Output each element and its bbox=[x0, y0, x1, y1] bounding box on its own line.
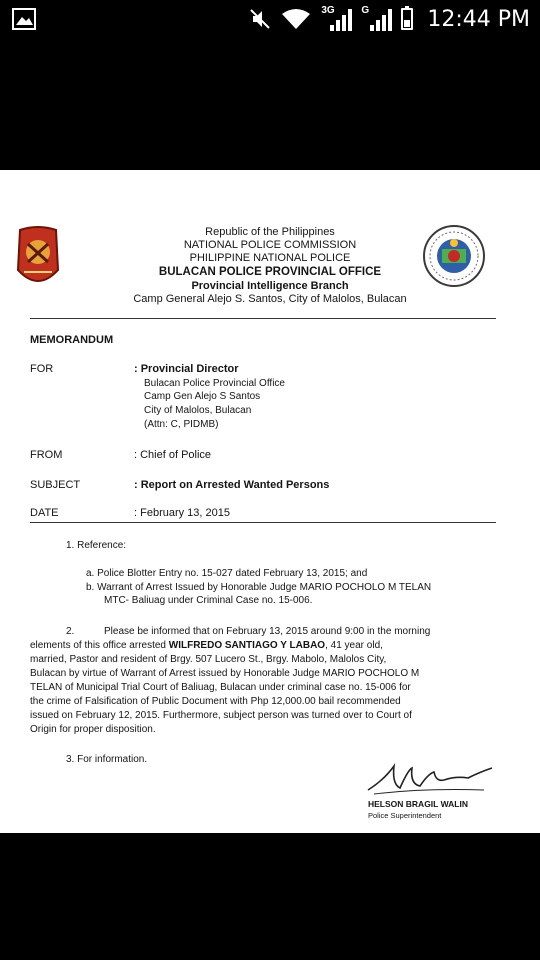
paragraph-2-line-8: Origin for proper disposition. bbox=[30, 724, 156, 735]
for-address-4: (Attn: C, PIDMB) bbox=[144, 419, 219, 430]
signal-icon-3g: 3G bbox=[321, 7, 351, 31]
status-bar bbox=[0, 0, 540, 38]
status-icons bbox=[249, 4, 530, 34]
header-line-2: NATIONAL POLICE COMMISSION bbox=[183, 239, 357, 251]
for-address-2: Camp Gen Alejo S Santos bbox=[144, 391, 261, 402]
mute-icon bbox=[249, 7, 271, 31]
battery-icon bbox=[401, 8, 413, 30]
paragraph-2-line-3: married, Pastor and resident of Brgy. 507 Lucero St., Brgy. Mabolo, Malolos City, bbox=[30, 654, 387, 665]
arrested-person-name: WILFREDO SANTIAGO Y LABAO bbox=[168, 640, 326, 651]
subject-label: SUBJECT bbox=[30, 479, 81, 491]
from-value: : Chief of Police bbox=[134, 449, 212, 461]
paragraph-2-line-7: issued on February 12, 2015. Furthermore, subject person was turned over to Court of bbox=[30, 710, 412, 721]
header-line-4: BULACAN POLICE PROVINCIAL OFFICE bbox=[158, 266, 382, 278]
date-divider bbox=[30, 522, 496, 523]
paragraph-2-number: 2. bbox=[66, 626, 75, 637]
signal-icon-g: G bbox=[361, 7, 391, 31]
paragraph-2-line-2: elements of this office arrested WILFREDO SANTIAGO Y LABAO, 41 year old, bbox=[30, 640, 383, 651]
paragraph-2-line-5: TELAN of Municipal Trial Court of Baliuag, Bulacan under criminal case no. 15-006 for bbox=[30, 682, 411, 693]
reference-b-line-1: b. Warrant of Arrest Issued by Honorable Judge MARIO POCHOLO M TELAN bbox=[86, 582, 432, 593]
for-address-3: City of Malolos, Bulacan bbox=[144, 405, 252, 416]
header-line-3: PHILIPPINE NATIONAL POLICE bbox=[189, 252, 351, 264]
clock: 12:44 PM bbox=[427, 6, 530, 32]
date-label: DATE bbox=[30, 507, 59, 519]
header-line-6: Camp General Alejo S. Santos, City of Malolos, Bulacan bbox=[133, 293, 407, 305]
reference-heading: 1. Reference: bbox=[66, 540, 127, 551]
signer-name: HELSON BRAGIL WALIN bbox=[368, 799, 468, 809]
header-line-1: Republic of the Philippines bbox=[205, 226, 335, 238]
reference-a: a. Police Blotter Entry no. 15-027 dated February 13, 2015; and bbox=[86, 568, 368, 579]
paragraph-2-line-4: Bulacan by virtue of Warrant of Arrest issued by Honorable Judge MARIO POCHOLO M bbox=[30, 668, 420, 679]
for-label: FOR bbox=[30, 363, 54, 375]
signer-title: Police Superintendent bbox=[368, 811, 442, 820]
signature-icon bbox=[364, 760, 496, 800]
from-label: FROM bbox=[30, 449, 63, 461]
paragraph-2-line-6: the crime of Falsification of Public Document with Php 12,000.00 bail recommended bbox=[30, 696, 401, 707]
for-address-1: Bulacan Police Provincial Office bbox=[144, 378, 285, 389]
gallery-icon bbox=[12, 8, 36, 30]
header-line-5: Provincial Intelligence Branch bbox=[191, 280, 349, 292]
reference-b-line-2: MTC- Baliuag under Criminal Case no. 15-006. bbox=[104, 595, 313, 606]
memo-title: MEMORANDUM bbox=[30, 334, 114, 346]
paragraph-3: 3. For information. bbox=[66, 754, 148, 765]
paragraph-2-line-1: Please be informed that on February 13, 2015 around 9:00 in the morning bbox=[104, 626, 431, 637]
for-name: : Provincial Director bbox=[134, 363, 239, 375]
pnp-seal-icon bbox=[14, 226, 62, 288]
subject-value: : Report on Arrested Wanted Persons bbox=[134, 479, 330, 491]
wifi-icon bbox=[281, 7, 311, 31]
date-value: : February 13, 2015 bbox=[134, 507, 231, 519]
header-divider bbox=[30, 318, 496, 319]
memorandum-image[interactable] bbox=[0, 170, 540, 833]
